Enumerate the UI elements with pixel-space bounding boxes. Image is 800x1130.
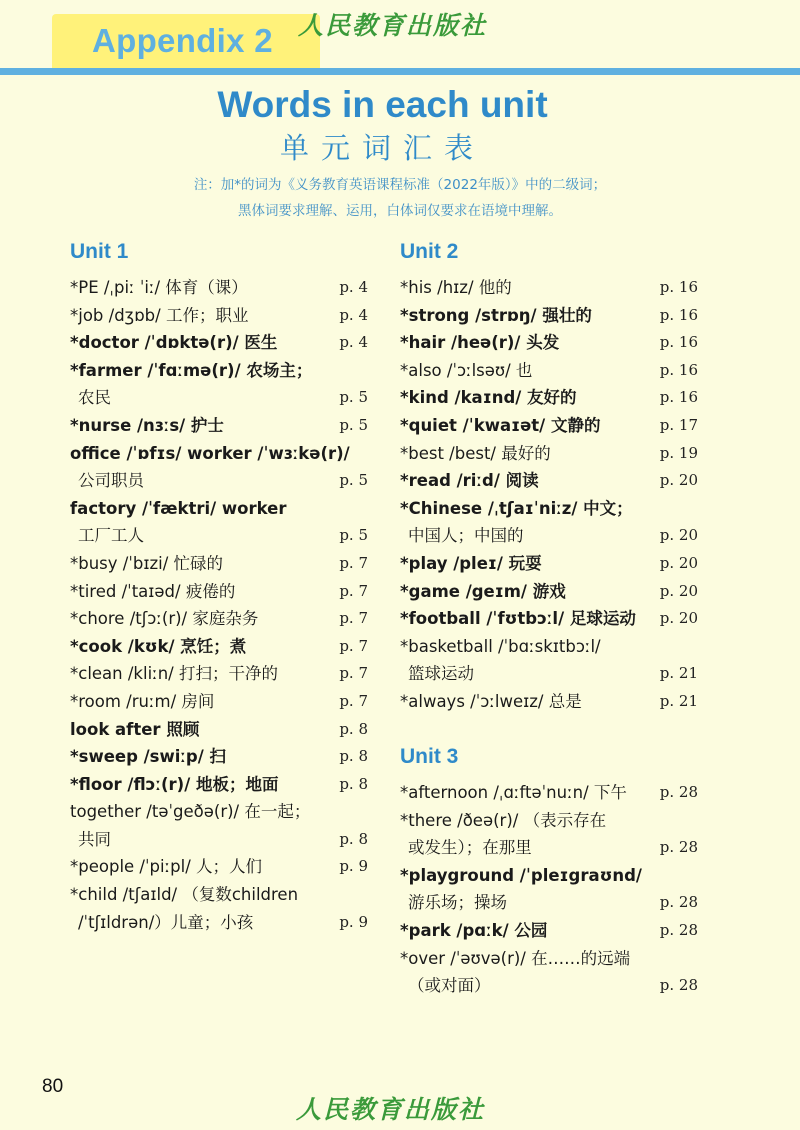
page-ref: p. 16 — [659, 360, 698, 379]
vocab-entry: *job /dʒɒb/ 工作；职业 — [70, 305, 249, 325]
vocab-entry: *floor /flɔː(r)/ 地板；地面 — [70, 774, 279, 794]
unit3-word-list — [400, 779, 698, 1000]
vocab-entry: *room /ruːm/ 房间 — [70, 691, 215, 711]
vocab-row — [70, 357, 368, 385]
page-ref: p. 7 — [339, 553, 368, 572]
vocab-row — [400, 302, 698, 330]
publisher-logo-bottom: 人民教育出版社 — [296, 1095, 486, 1124]
page-ref: p. 21 — [659, 691, 698, 710]
page-ref: p. 4 — [339, 305, 368, 324]
page-ref: p. 8 — [339, 829, 368, 848]
page-ref: p. 5 — [339, 388, 368, 407]
vocab-row — [70, 440, 368, 468]
vocab-row — [400, 889, 698, 917]
vocab-entry: *playground /ˈpleɪgraʊnd/ — [400, 865, 642, 885]
vocab-entry: *his /hɪz/ 他的 — [400, 278, 512, 297]
vocab-row — [400, 605, 698, 633]
vocab-row — [70, 550, 368, 578]
vocab-row — [400, 357, 698, 385]
publisher-logo-top: 人民教育出版社 — [298, 11, 488, 40]
vocab-row — [70, 605, 368, 633]
vocab-row — [400, 945, 698, 973]
vocab-entry: 或发生）；在那里 — [408, 838, 532, 858]
unit1-word-list — [70, 274, 368, 936]
vocab-entry: 游乐场；操场 — [408, 893, 507, 913]
vocab-entry: *sweep /swiːp/ 扫 — [70, 747, 227, 767]
unit1-heading: Unit 1 — [70, 240, 129, 263]
vocab-row — [400, 917, 698, 945]
vocab-row — [400, 495, 698, 523]
vocab-entry: *strong /strɒŋ/ 强壮的 — [400, 305, 592, 325]
vocab-row — [70, 302, 368, 330]
vocab-entry: 篮球运动 — [408, 664, 474, 684]
vocab-entry: 共同 — [78, 829, 111, 849]
vocab-entry: *people /ˈpiːpl/ 人；人们 — [70, 857, 262, 877]
vocab-row — [400, 807, 698, 835]
vocab-entry: *doctor /ˈdɒktə(r)/ 医生 — [70, 333, 278, 353]
page-ref: p. 8 — [339, 719, 368, 738]
page-ref: p. 20 — [659, 609, 698, 628]
page-title: Words in each unit — [217, 84, 548, 125]
vocab-row — [70, 633, 368, 661]
vocab-entry: *game /geɪm/ 游戏 — [400, 581, 566, 601]
page-ref: p. 8 — [339, 747, 368, 766]
vocab-entry: *chore /tʃɔː(r)/ 家庭杂务 — [70, 609, 259, 629]
page-ref: p. 7 — [339, 691, 368, 710]
vocab-entry: *tired /ˈtaɪəd/ 疲倦的 — [70, 581, 236, 601]
vocab-row — [70, 826, 368, 854]
vocab-row — [400, 578, 698, 606]
vocab-entry: *PE /ˌpiː ˈiː/ 体育（课） — [70, 278, 248, 297]
vocab-row — [400, 862, 698, 890]
unit1-column — [70, 240, 368, 936]
page-ref: p. 5 — [339, 471, 368, 490]
vocab-row — [70, 660, 368, 688]
vocab-entry: *child /tʃaɪld/ （复数children — [70, 885, 299, 905]
vocab-row — [70, 274, 368, 302]
vocab-row — [70, 743, 368, 771]
page-ref: p. 21 — [659, 664, 698, 683]
vocab-entry: *farmer /ˈfɑːmə(r)/ 农场主； — [70, 360, 313, 380]
vocab-row — [70, 522, 368, 550]
vocab-entry: together /təˈgeðə(r)/ 在一起； — [70, 802, 311, 822]
vocab-row — [400, 633, 698, 661]
page-ref: p. 28 — [659, 920, 698, 939]
page-ref: p. 20 — [659, 471, 698, 490]
vocab-entry: *afternoon /ˌɑːftəˈnuːn/ 下午 — [400, 783, 627, 802]
vocab-row — [400, 329, 698, 357]
unit2-word-list — [400, 274, 698, 716]
vocab-row — [70, 909, 368, 937]
vocab-row — [70, 412, 368, 440]
page-ref: p. 19 — [659, 443, 698, 462]
page-ref: p. 20 — [659, 553, 698, 572]
vocab-entry: （或对面） — [408, 976, 491, 996]
page-ref: p. 28 — [659, 976, 698, 995]
vocab-row — [400, 467, 698, 495]
page-ref: p. 7 — [339, 609, 368, 628]
vocab-row — [70, 578, 368, 606]
vocab-entry: *read /riːd/ 阅读 — [400, 471, 539, 491]
note-line-1: 注：加*的词为《义务教育英语课程标准（2022年版）》中的二级词； — [193, 177, 607, 193]
unit2-heading: Unit 2 — [400, 240, 459, 263]
vocab-row — [70, 384, 368, 412]
appendix-label: Appendix 2 — [92, 22, 273, 59]
page-ref: p. 4 — [339, 333, 368, 352]
vocab-entry: *nurse /nɜːs/ 护士 — [70, 415, 224, 435]
page-ref: p. 20 — [659, 581, 698, 600]
vocab-entry: 中国人；中国的 — [408, 526, 524, 546]
page-ref: p. 16 — [659, 278, 698, 296]
page-ref: p. 9 — [339, 912, 368, 931]
unit2-column — [400, 240, 698, 716]
page-ref: p. 17 — [659, 415, 698, 434]
vocab-entry: *clean /kliːn/ 打扫；干净的 — [70, 664, 278, 684]
vocab-row — [70, 798, 368, 826]
vocab-entry: *basketball /ˈbɑːskɪtbɔːl/ — [400, 636, 601, 656]
vocab-entry: look after 照顾 — [70, 719, 200, 739]
page-ref: p. 16 — [659, 305, 698, 324]
page-ref: p. 7 — [339, 664, 368, 683]
vocab-row — [70, 495, 368, 523]
vocab-row — [70, 467, 368, 495]
unit3-column — [400, 745, 698, 1000]
vocab-entry: office /ˈɒfɪs/ worker /ˈwɜːkə(r)/ — [70, 443, 350, 463]
page-ref: p. 28 — [659, 838, 698, 857]
vocab-row — [400, 384, 698, 412]
page-ref: p. 28 — [659, 893, 698, 912]
vocab-row — [400, 412, 698, 440]
page-ref: p. 7 — [339, 581, 368, 600]
vocab-entry: *hair /heə(r)/ 头发 — [400, 333, 560, 353]
vocab-entry: *cook /kʊk/ 烹饪；煮 — [70, 636, 247, 656]
vocab-row — [70, 881, 368, 909]
vocab-entry: *park /pɑːk/ 公园 — [400, 920, 548, 940]
vocab-entry: *kind /kaɪnd/ 友好的 — [400, 388, 577, 408]
vocab-row — [70, 688, 368, 716]
page-subtitle: 单元词汇表 — [279, 131, 485, 165]
vocab-entry: *there /ðeə(r)/ （表示存在 — [400, 810, 607, 830]
vocab-row — [400, 688, 698, 716]
vocab-entry: *quiet /ˈkwaɪət/ 文静的 — [400, 415, 601, 435]
page-ref: p. 5 — [339, 415, 368, 434]
vocab-row — [400, 660, 698, 688]
page-ref: p. 8 — [339, 774, 368, 793]
page-ref: p. 9 — [339, 857, 368, 876]
page-ref: p. 16 — [659, 388, 698, 407]
vocab-entry: factory /ˈfæktri/ worker — [70, 498, 287, 518]
vocab-entry: *play /pleɪ/ 玩耍 — [400, 553, 542, 573]
page-ref: p. 7 — [339, 636, 368, 655]
vocab-row — [70, 329, 368, 357]
vocab-row — [400, 972, 698, 1000]
vocab-row — [70, 771, 368, 799]
vocab-row — [70, 853, 368, 881]
vocab-entry: /ˈtʃɪldrən/）儿童；小孩 — [78, 912, 254, 932]
vocab-entry: *Chinese /ˌtʃaɪˈniːz/ 中文； — [400, 498, 633, 518]
page-ref: p. 28 — [659, 783, 698, 801]
vocab-entry: *over /ˈəʊvə(r)/ 在……的远端 — [400, 948, 631, 968]
note-line-2: 黑体词要求理解、运用，白体词仅要求在语境中理解。 — [238, 203, 562, 219]
vocab-row — [400, 440, 698, 468]
vocab-entry: *always /ˈɔːlweɪz/ 总是 — [400, 691, 582, 711]
vocab-entry: *football /ˈfʊtbɔːl/ 足球运动 — [400, 609, 636, 629]
vocab-entry: 公司职员 — [78, 471, 144, 491]
vocab-row — [70, 716, 368, 744]
vocab-row — [400, 550, 698, 578]
vocab-entry: 农民 — [78, 388, 111, 408]
vocab-row — [400, 274, 698, 302]
vocab-row — [400, 779, 698, 807]
page-ref: p. 20 — [659, 526, 698, 545]
header-rule — [0, 68, 800, 75]
page-ref: p. 5 — [339, 526, 368, 545]
page-ref: p. 16 — [659, 333, 698, 352]
vocab-entry: *also /ˈɔːlsəʊ/ 也 — [400, 360, 533, 380]
vocab-row — [400, 834, 698, 862]
vocab-entry: *busy /ˈbɪzi/ 忙碌的 — [70, 553, 224, 573]
vocab-row — [400, 522, 698, 550]
vocab-entry: 工厂工人 — [78, 526, 144, 546]
page-number: 80 — [42, 1076, 64, 1097]
unit3-heading: Unit 3 — [400, 745, 459, 768]
page-ref: p. 4 — [339, 278, 368, 296]
vocab-entry: *best /best/ 最好的 — [400, 443, 551, 463]
